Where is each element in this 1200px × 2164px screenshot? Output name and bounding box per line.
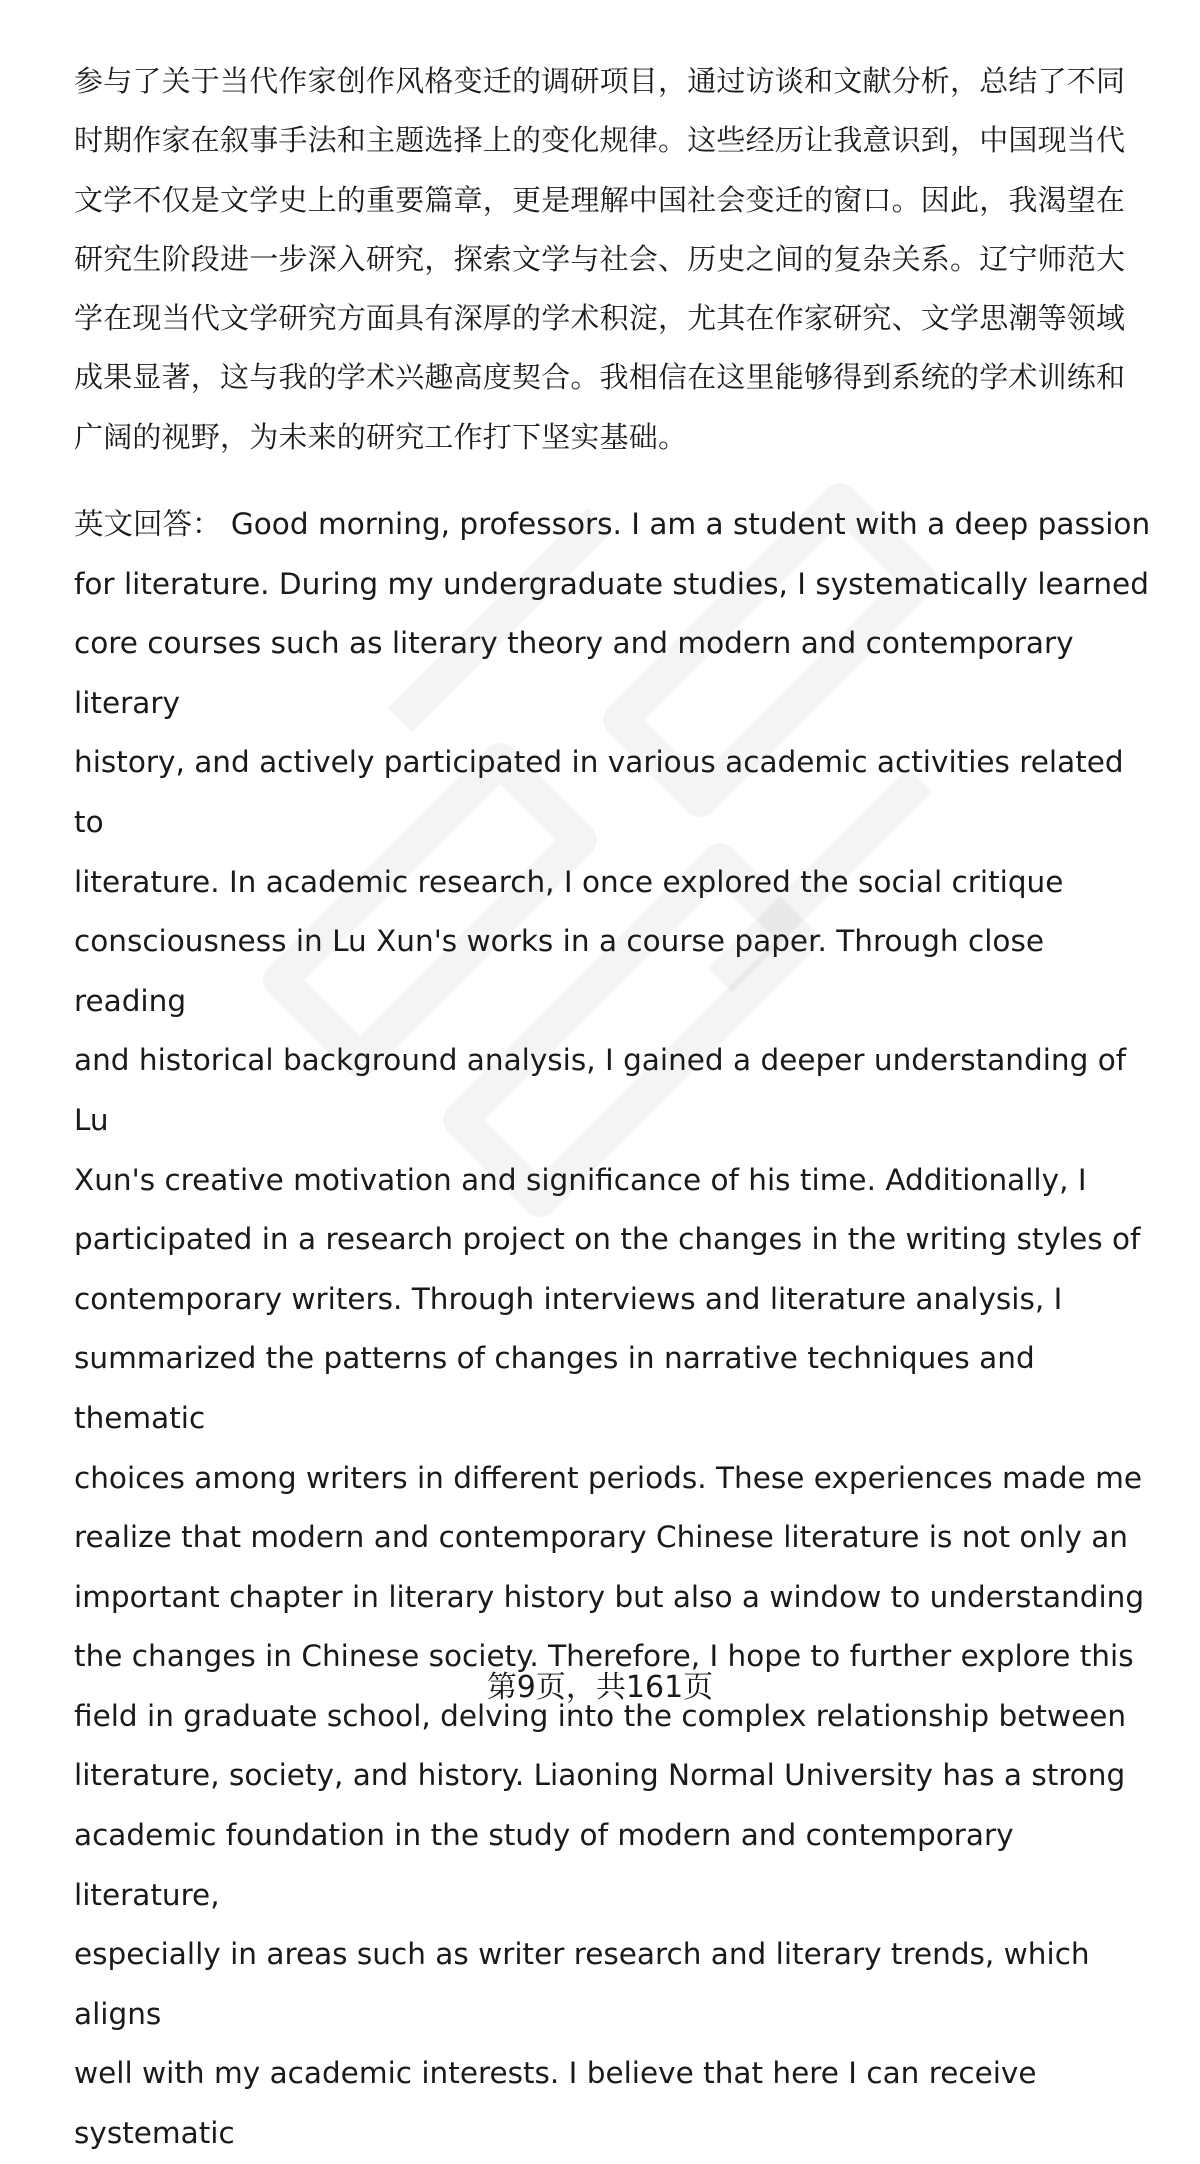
en-line-15: the changes in Chinese society. Therefore, I hope to further explore this	[74, 1639, 1134, 1674]
en-line-1: Good morning, professors. I am a student with a deep passion	[221, 507, 1151, 541]
en-line-16: field in graduate school, delving into the complex relationship between	[74, 1698, 1127, 1733]
en-line-4: history, and actively participated in various academic activities related to	[74, 745, 1124, 839]
zh-line-7: 广阔的视野，为未来的研究工作打下坚实基础。	[74, 419, 688, 454]
zh-line-1: 参与了关于当代作家创作风格变迁的调研项目，通过访谈和文献分析，总结了不同	[74, 64, 1126, 98]
zh-line-5: 学在现当代文学研究方面具有深厚的学术积淀，尤其在作家研究、文学思潮等领域	[74, 301, 1126, 336]
en-line-20: well with my academic interests. I believe that here I can receive systematic	[74, 2056, 1037, 2151]
en-line-5: literature. In academic research, I once explored the social critique	[74, 864, 1064, 899]
chinese-answer-paragraph	[74, 52, 1149, 467]
en-line-14: important chapter in literary history but also a window to understanding	[74, 1579, 1145, 1614]
en-line-12: choices among writers in different periods. These experiences made me	[74, 1460, 1142, 1495]
zh-line-6: 成果显著，这与我的学术兴趣高度契合。我相信在这里能够得到系统的学术训练和	[74, 360, 1126, 395]
en-line-10: contemporary writers. Through interviews and literature analysis, I	[74, 1281, 1063, 1316]
page-number-footer: 第9页，共161页	[486, 1670, 714, 1705]
en-line-13: realize that modern and contemporary Chinese literature is not only an	[74, 1520, 1128, 1555]
en-line-8: Xun's creative motivation and significance of his time. Additionally, I	[74, 1162, 1087, 1197]
en-line-3: core courses such as literary theory and modern and contemporary literary	[74, 626, 1074, 720]
en-line-11: summarized the patterns of changes in narrative techniques and thematic	[74, 1341, 1035, 1435]
en-line-19: especially in areas such as writer research and literary trends, which aligns	[74, 1937, 1090, 2031]
en-line-7: and historical background analysis, I gained a deeper understanding of Lu	[74, 1043, 1127, 1137]
english-answer-paragraph	[74, 495, 1154, 2164]
en-line-2: for literature. During my undergraduate studies, I systematically learned	[74, 566, 1149, 601]
zh-line-3: 文学不仅是文学史上的重要篇章，更是理解中国社会变迁的窗口。因此，我渴望在	[74, 182, 1126, 217]
english-answer-label: 英文回答：	[74, 507, 222, 541]
en-line-17: literature, society, and history. Liaoning Normal University has a strong	[74, 1758, 1126, 1793]
zh-line-2: 时期作家在叙事手法和主题选择上的变化规律。这些经历让我意识到，中国现当代	[74, 123, 1126, 158]
en-line-6: consciousness in Lu Xun's works in a course paper. Through close reading	[74, 924, 1044, 1018]
en-line-18: academic foundation in the study of modern and contemporary literature,	[74, 1818, 1014, 1912]
zh-line-4: 研究生阶段进一步深入研究，探索文学与社会、历史之间的复杂关系。辽宁师范大	[74, 241, 1126, 276]
en-line-9: participated in a research project on the changes in the writing styles of	[74, 1222, 1141, 1257]
